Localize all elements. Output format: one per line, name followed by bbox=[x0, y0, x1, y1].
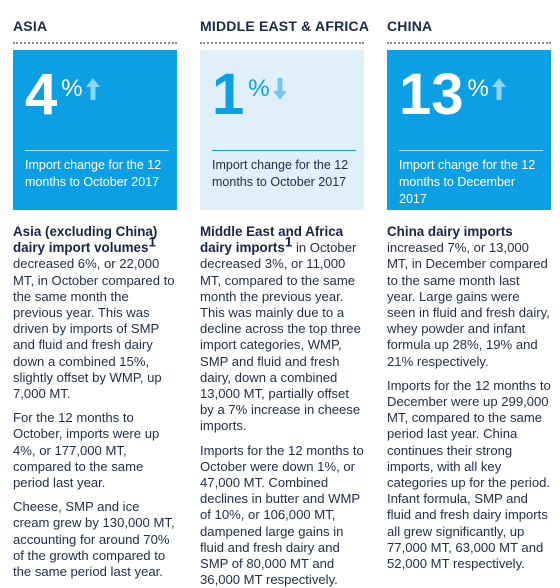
stat-caption: Import change for the 12 months to October 2017 bbox=[212, 150, 356, 191]
footnote-marker: 1 bbox=[148, 234, 156, 250]
lead-text: in October decreased 3%, or 11,000 MT, compared to the same month the previous year. This was mainly due to a decline across the top three import categories, WMP, SMP and fluid and fresh dairy, down a combined 13,000 MT, partially offset by a 7% increase in cheese imports. bbox=[200, 240, 361, 434]
stat-box bbox=[13, 50, 177, 210]
arrow-up-icon bbox=[86, 78, 100, 100]
stat-caption: Import change for the 12 months to October 2017 bbox=[25, 150, 169, 191]
body-text bbox=[387, 224, 551, 572]
paragraph: Imports for the 12 months to December were up 299,000 MT, compared to the same period last year. China continues their strong imports, with all key categories up for the period. Infant formula, SMP and fluid and fresh dairy imports all grew significantly, up 77,000 MT, 63,000 MT and 52,000 MT respectively. bbox=[387, 377, 551, 572]
stat-box bbox=[387, 50, 551, 210]
column-asia bbox=[13, 0, 177, 580]
dotted-divider bbox=[13, 42, 177, 44]
dotted-divider bbox=[387, 42, 551, 44]
stat-box bbox=[200, 50, 364, 210]
lead-heading: Asia (excluding China) dairy import volumes bbox=[13, 224, 158, 256]
region-title: MIDDLE EAST & AFRICA bbox=[200, 18, 370, 34]
paragraph: Cheese, SMP and ice cream grew by 130,000 MT, accounting for around 70% of the growth compared to the same period last year. bbox=[13, 499, 175, 580]
arrow-down-icon bbox=[273, 78, 287, 100]
body-text bbox=[13, 224, 177, 580]
stat-unit: % bbox=[467, 75, 489, 102]
stat-value: 1 bbox=[212, 62, 245, 127]
stat-value: 4 bbox=[25, 62, 58, 127]
body-text bbox=[200, 224, 364, 588]
paragraph: For the 12 months to October, imports were up 4%, or 177,000 MT, compared to the same period last year. bbox=[13, 410, 160, 491]
lead-text: decreased 6%, or 22,000 MT, in October compared to the same month the previous year. This was driven by imports of SMP and fluid and fresh dairy down a combined 15%, slightly offset by WMP, up 7,000 MT. bbox=[13, 256, 175, 402]
lead-heading: China dairy imports bbox=[387, 224, 513, 239]
dotted-divider bbox=[200, 42, 364, 44]
lead-text: increased 7%, or 13,000 MT, in December compared to the same month last year. Large gains were seen in fluid and fresh dairy, whey powder and infant formula up 28%, 19% and 21% respectively. bbox=[387, 240, 550, 369]
stat-value: 13 bbox=[399, 62, 464, 127]
region-title: CHINA bbox=[387, 18, 433, 34]
column-china bbox=[387, 0, 551, 577]
stat-unit: % bbox=[248, 75, 270, 102]
stat-caption: Import change for the 12 months to December 2017 bbox=[399, 150, 543, 208]
lead-paragraph bbox=[13, 224, 177, 402]
arrow-up-icon bbox=[492, 78, 506, 100]
paragraph: Imports for the 12 months to October were down 1%, or 47,000 MT. Combined declines in butter and WMP of 10%, or 106,000 MT, dampened large gains in fluid and fresh dairy and SMP of 80,000 MT and 36,000 MT respectively. bbox=[200, 442, 364, 588]
footnote-marker: 1 bbox=[284, 234, 293, 250]
region-title: ASIA bbox=[13, 18, 48, 34]
column-middle-east-africa bbox=[200, 0, 370, 588]
stat-unit: % bbox=[61, 75, 83, 102]
lead-heading: Middle East and Africa dairy imports bbox=[200, 224, 344, 256]
lead-paragraph bbox=[387, 224, 551, 370]
lead-paragraph bbox=[200, 224, 364, 435]
